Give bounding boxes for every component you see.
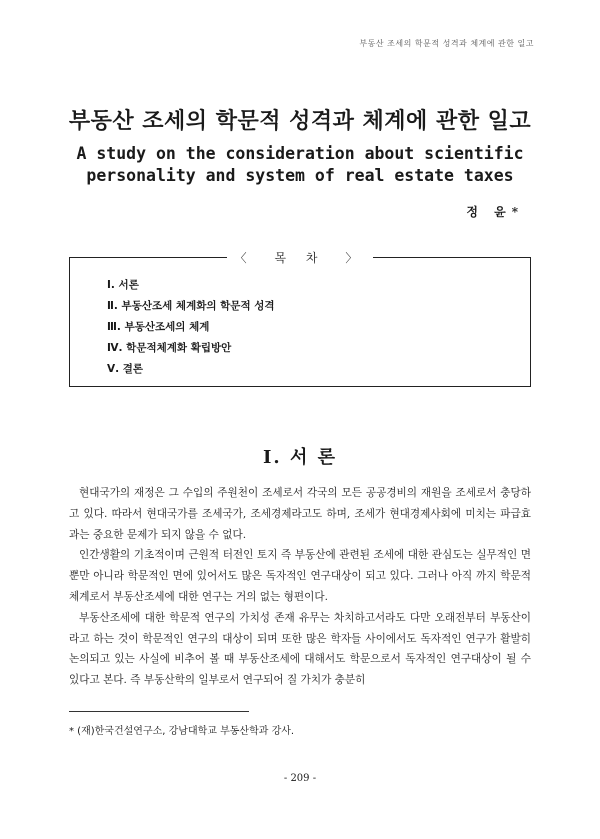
body-paragraph: 현대국가의 재정은 그 수입의 주원천이 조세로서 각국의 모든 공공경비의 재원을 조세로서 충당하고 있다. 따라서 현대국가를 조세국가, 조세경제라고도 하며, 조세가 현대경제사회에 미치는 파급효과는 중요한 문제가 되지 않을 수 없다.: [69, 487, 531, 541]
body-paragraph: 인간생활의 기초적이며 근원적 터전인 토지 즉 부동산에 관련된 조세에 대한 관심도는 실무적인 면뿐만 아니라 학문적인 면에 있어서도 많은 독자적인 연구대상이 되고 있다. 그러나 아직 까지 학문적 체계로서 부동산조세에 대한 연구는 거의 없는 형편이다.: [69, 549, 531, 603]
footnote: * (재)한국건설연구소, 강남대학교 부동산학과 강사.: [69, 726, 295, 737]
footnote-divider: [69, 711, 249, 712]
toc-item: Ⅳ. 학문적체계화 확립방안: [107, 342, 232, 354]
paper-title-english-line-2: personality and system of real estate taxes: [86, 166, 514, 185]
running-header: 부동산 조세의 학문적 성격과 체계에 관한 일고: [359, 39, 534, 48]
body-text: [69, 483, 531, 691]
toc-heading: 〈 목 차 〉: [0, 247, 600, 266]
paper-title-korean: 부동산 조세의 학문적 성격과 체계에 관한 일고: [68, 108, 532, 134]
toc-heading-label: 목 차: [267, 251, 334, 265]
toc-item: Ⅰ. 서론: [107, 279, 139, 291]
author-name: 정 윤*: [466, 205, 524, 219]
body-paragraph: 부동산조세에 대한 학문적 연구의 가치성 존재 유무는 차치하고서라도 다만 오래전부터 부동산이라고 하는 것이 학문적인 연구의 대상이 되며 또한 많은 학자들 사이에서도 독자적인 연구가 활발히 논의되고 있는 사실에 비추어 볼 때 부동산조세에 대해서도 학문으로서 독자적인 연구대상이 될 수 있다고 본다. 즉 부동산학의 일부로서 연구되어 질 가치가 충분히: [69, 611, 531, 687]
toc-list: [107, 277, 275, 382]
toc-item: Ⅲ. 부동산조세의 체계: [107, 321, 210, 333]
toc-item: Ⅱ. 부동산조세 체계화의 학문적 성격: [107, 300, 275, 312]
page-number: - 209 -: [283, 773, 317, 784]
section-heading-introduction: Ⅰ. 서 론: [263, 447, 337, 468]
paper-title-english-line-1: A study on the consideration about scientific: [76, 144, 524, 163]
toc-item: Ⅴ. 결론: [107, 363, 144, 375]
